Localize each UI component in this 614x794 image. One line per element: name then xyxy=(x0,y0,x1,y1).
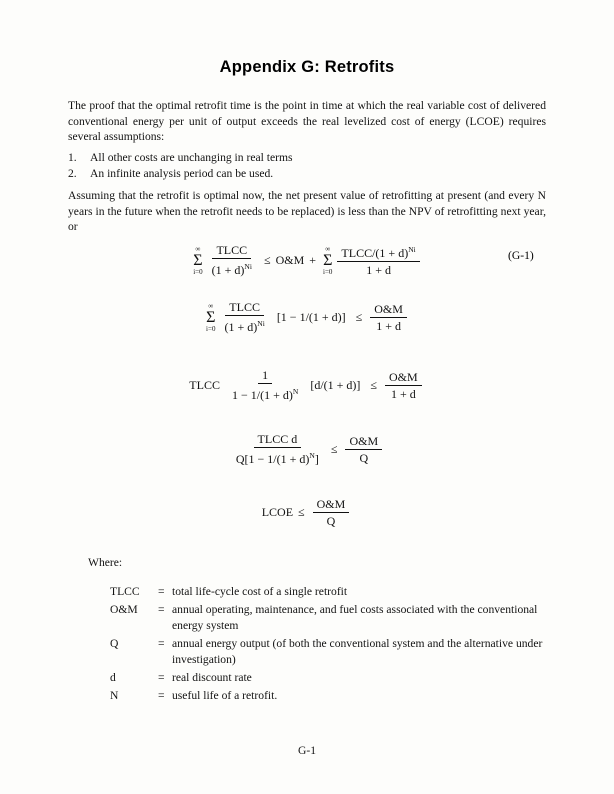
definition-symbol: O&M xyxy=(110,603,138,617)
fraction-tlcc-d: $\frac{\text{TLCC d}}{Q[1 - 1/(1 + d)^N]}$ xyxy=(232,432,323,466)
relation-operator: ≤ xyxy=(263,252,271,267)
relation-operator: ≤ xyxy=(298,505,305,519)
definition-symbol: Q xyxy=(110,637,119,651)
numerator: TLCC/(1 + d)$^{Ni}$ xyxy=(337,243,419,262)
definition-equals: = xyxy=(158,671,165,685)
bracket-term: [d/(1 + d)] xyxy=(310,377,361,392)
definition-symbol: d xyxy=(110,671,116,685)
relation-operator: ≤ xyxy=(330,441,338,456)
bracket-term: [1 − 1/(1 + d)] xyxy=(276,309,346,324)
definition-equals: = xyxy=(158,585,165,598)
fraction-annuity: $\frac{1}{1 - 1/(1 + d)^N}$ xyxy=(228,368,302,402)
summation-symbol-1: ∞ Σ i=0 xyxy=(193,244,203,276)
assumptions-list xyxy=(68,150,546,182)
denominator: $1 - 1/(1 + d)^N$ xyxy=(231,387,299,402)
list-item xyxy=(68,150,546,166)
page-number: G-1 xyxy=(297,744,317,757)
definition-text: total life-cycle cost of a single retrofit xyxy=(172,585,348,598)
equation-2 xyxy=(0,300,614,334)
definitions-list xyxy=(110,584,550,707)
assumption-paragraph: Assuming that the retrofit is optimal now, the net present value of retrofitting at present (and every N years in the future when the retrofit needs to be replaced) is less than the NPV of retrofitting next year, or xyxy=(68,189,546,234)
lcoe-term: LCOE xyxy=(261,505,294,519)
list-item xyxy=(110,670,550,685)
fraction-tlcc: $\frac{\text{TLCC}}{(1 + d)^{Ni}}$ xyxy=(208,243,256,277)
equation-number-g1: (G-1) xyxy=(508,249,534,262)
assumption-text: An infinite analysis period can be used. xyxy=(90,167,274,181)
page-title: Appendix G: Retrofits xyxy=(219,58,395,76)
definition-text: annual energy output (of both the conventional system and the alternative under investigation) xyxy=(172,637,543,666)
summation-symbol-2: ∞ Σ i=0 xyxy=(323,244,333,276)
assumption-number: 1. xyxy=(68,151,77,164)
definition-text: useful life of a retrofit. xyxy=(172,689,278,703)
equation-4 xyxy=(0,432,614,466)
definition-equals: = xyxy=(158,603,165,617)
intro-paragraph: The proof that the optimal retrofit time is the point in time at which the real variable cost of delivered conventional energy per unit of output exceeds the real levelized cost of energy (LCOE) requires several assumptions: xyxy=(68,99,546,144)
denominator: $Q[1 - 1/(1 + d)^N]$ xyxy=(235,451,319,466)
definition-text: real discount rate xyxy=(172,671,252,685)
summation-symbol: ∞ Σ i=0 xyxy=(206,301,216,333)
plus-operator: + xyxy=(309,252,317,267)
relation-operator: ≤ xyxy=(370,377,378,392)
denominator: $(1 + d)^{Ni}$ xyxy=(224,319,265,334)
relation-operator: ≤ xyxy=(355,309,363,324)
list-item xyxy=(110,584,550,599)
definition-equals: = xyxy=(158,689,165,703)
fraction-om-q: $\frac{O\&M}{Q}$ xyxy=(345,434,382,465)
list-item xyxy=(110,688,550,703)
definition-equals: = xyxy=(158,637,165,651)
assumption-number: 2. xyxy=(68,167,77,181)
definition-text: annual operating, maintenance, and fuel costs associated with the conventional energy system xyxy=(172,603,538,632)
tlcc-term: TLCC xyxy=(189,377,220,392)
assumption-text: All other costs are unchanging in real terms xyxy=(90,151,293,164)
fraction-om: $\frac{O\&M}{1 + d}$ xyxy=(385,370,422,401)
equation-3 xyxy=(0,368,614,402)
fraction-tlcc: $\frac{\text{TLCC}}{(1 + d)^{Ni}}$ xyxy=(220,300,268,334)
list-item xyxy=(68,166,546,182)
list-item xyxy=(110,636,550,667)
list-item xyxy=(110,602,550,633)
denominator: $(1 + d)^{Ni}$ xyxy=(211,262,252,277)
where-label: Where: xyxy=(88,556,123,569)
definition-symbol: TLCC xyxy=(110,585,140,598)
equation-5-lcoe xyxy=(0,497,614,528)
fraction-om: $\frac{O\&M}{1 + d}$ xyxy=(370,302,407,333)
definition-symbol: N xyxy=(110,689,119,703)
fraction-tlcc-discounted: $\frac{TLCC/(1 + d)^{Ni}}{1 + d}$ xyxy=(337,243,419,277)
om-term: O&M xyxy=(275,252,305,267)
fraction-om-q: $\frac{O\&M}{Q}$ xyxy=(313,497,350,528)
